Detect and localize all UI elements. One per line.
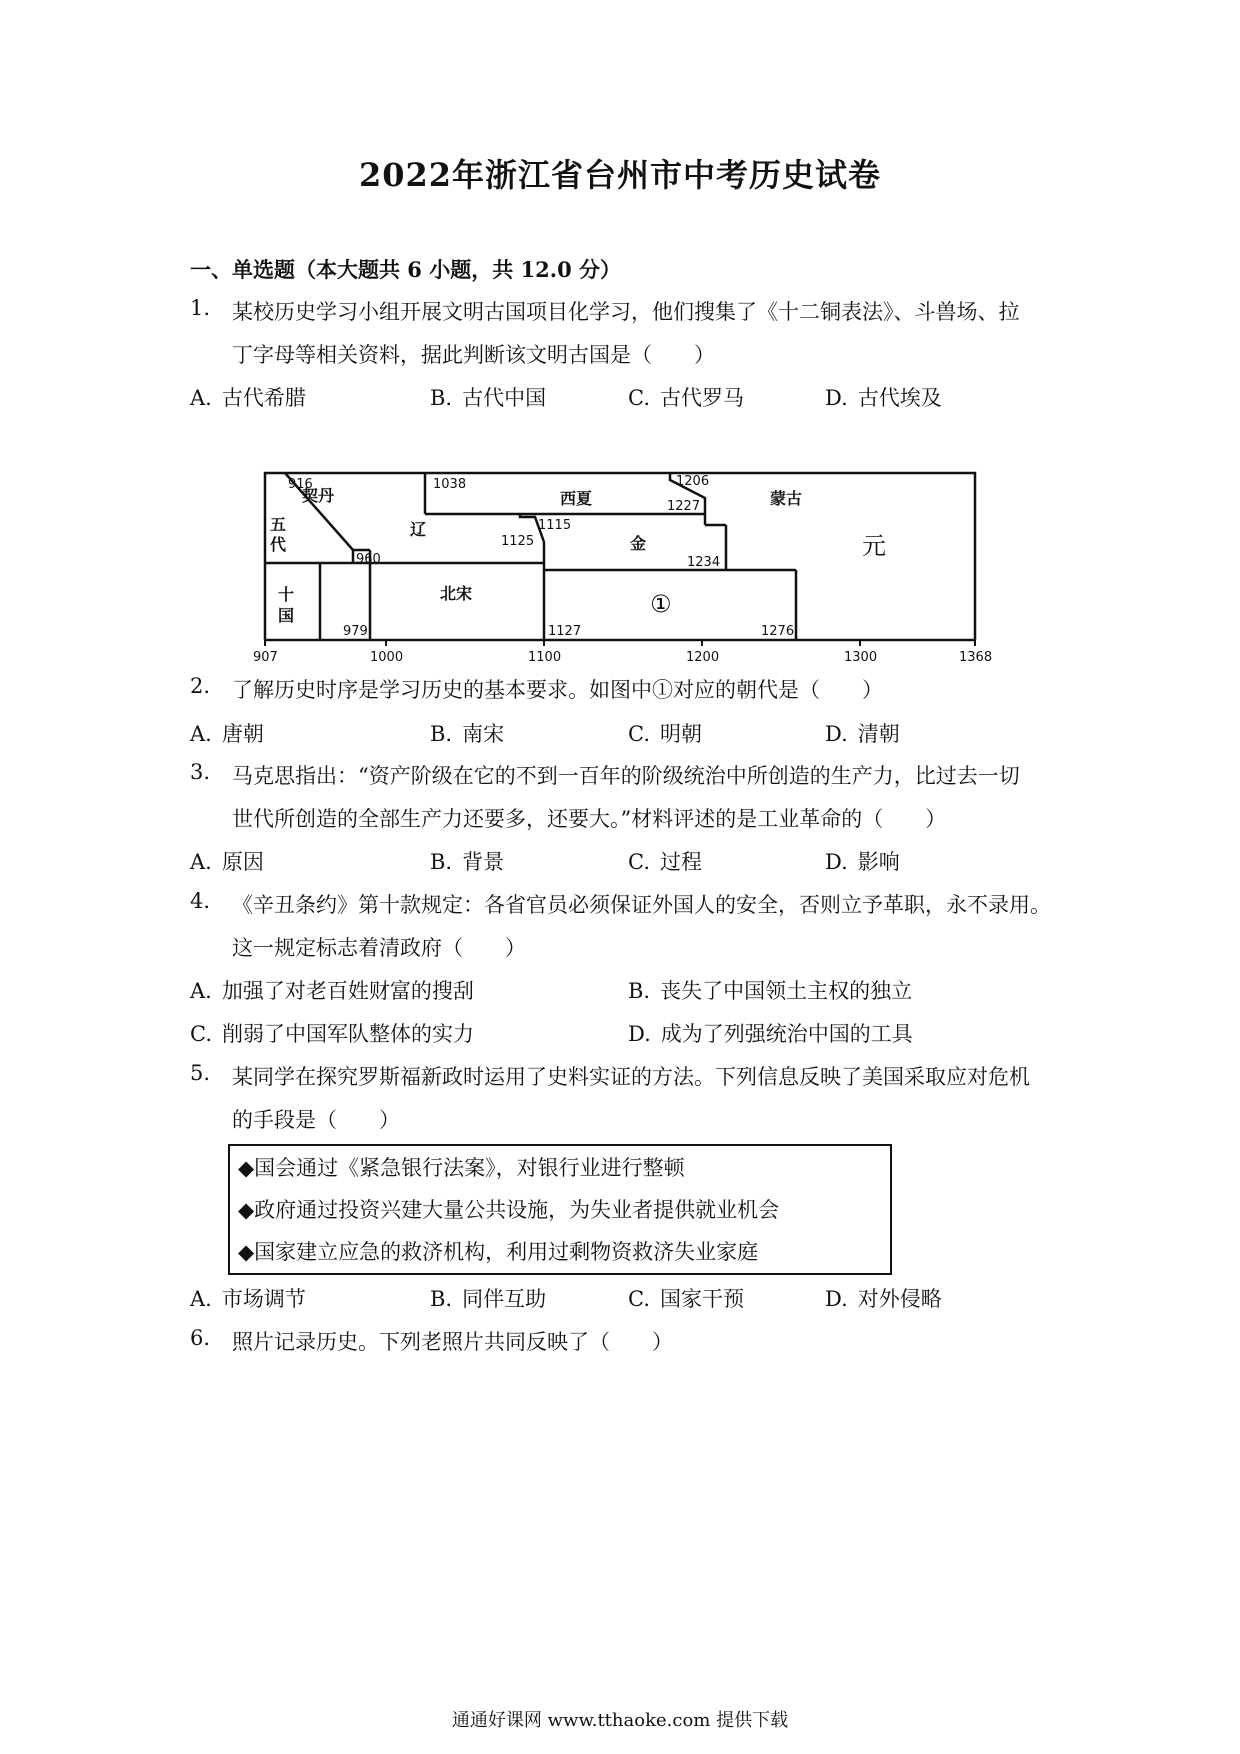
question-2-option-c: C. 明朝: [628, 722, 702, 746]
question-4-line-1: 《辛丑条约》第十款规定：各省官员必须保证外国人的安全，否则立予革职，永不录用。: [232, 893, 1051, 917]
label-liao: 辽: [410, 520, 427, 539]
year-1227: 1227: [667, 499, 701, 514]
question-3-number: 3.: [190, 760, 211, 784]
year-1038: 1038: [433, 477, 467, 492]
label-qidan: 契丹: [302, 486, 335, 505]
question-5-option-c: C. 国家干预: [628, 1287, 744, 1311]
question-1-option-d: D. 古代埃及: [825, 386, 942, 410]
question-2-option-a: A. 唐朝: [190, 722, 264, 746]
question-1-option-b: B. 古代中国: [430, 386, 547, 410]
question-3-option-b: B. 背景: [430, 850, 505, 874]
question-5-line-1: 某同学在探究罗斯福新政时运用了史料实证的方法。下列信息反映了美国采取应对危机: [232, 1065, 1030, 1089]
axis-tick-1200: 1200: [686, 650, 720, 665]
question-6-line-1: 照片记录历史。下列老照片共同反映了（ ）: [232, 1330, 673, 1354]
question-3-option-a: A. 原因: [190, 850, 264, 874]
label-circled-1: ①: [650, 590, 672, 618]
question-1-option-a: A. 古代希腊: [190, 386, 306, 410]
year-1234: 1234: [687, 555, 721, 570]
label-shiguo-2: 国: [278, 606, 295, 625]
question-5-material-box: [228, 1144, 892, 1275]
question-5-line-2: 的手段是（ ）: [232, 1108, 400, 1132]
question-3-option-c: C. 过程: [628, 850, 702, 874]
question-2-number: 2.: [190, 674, 211, 698]
material-line-1: ◆国会通过《紧急银行法案》，对银行业进行整顿: [238, 1156, 685, 1180]
axis-tick-907: 907: [253, 650, 278, 665]
label-xixia: 西夏: [560, 489, 593, 508]
question-4-option-c: C. 削弱了中国军队整体的实力: [190, 1022, 474, 1046]
year-1115: 1115: [538, 518, 572, 533]
question-1-line-1: 某校历史学习小组开展文明古国项目化学习，他们搜集了《十二铜表法》、斗兽场、拉: [232, 300, 1020, 324]
material-line-2: ◆政府通过投资兴建大量公共设施，为失业者提供就业机会: [238, 1198, 780, 1222]
question-5-option-a: A. 市场调节: [190, 1287, 306, 1311]
axis-tick-1000: 1000: [370, 650, 404, 665]
axis-tick-1368: 1368: [959, 650, 993, 665]
section-heading: 一、单选题（本大题共 6 小题，共 12.0 分）: [190, 257, 622, 282]
year-1127: 1127: [548, 624, 582, 639]
axis-tick-1100: 1100: [528, 650, 562, 665]
year-960: 960: [356, 552, 381, 567]
question-1-number: 1.: [190, 296, 211, 320]
year-1276: 1276: [761, 624, 795, 639]
label-beisong: 北宋: [440, 584, 473, 603]
question-4-option-a: A. 加强了对老百姓财富的搜刮: [190, 979, 474, 1003]
page-title: 2022年浙江省台州市中考历史试卷: [358, 156, 882, 194]
year-1206: 1206: [676, 474, 710, 489]
label-wudai-1: 五: [270, 515, 287, 534]
question-6-number: 6.: [190, 1326, 211, 1350]
question-1-option-c: C. 古代罗马: [628, 386, 744, 410]
page-footer: 通通好课网 www.tthaoke.com 提供下载: [451, 1710, 789, 1731]
label-shiguo-1: 十: [278, 585, 295, 604]
question-4-number: 4.: [190, 889, 211, 913]
question-4-option-b: B. 丧失了中国领土主权的独立: [628, 979, 913, 1003]
label-menggu: 蒙古: [770, 489, 803, 508]
question-3-option-d: D. 影响: [825, 850, 900, 874]
axis-tick-1300: 1300: [844, 650, 878, 665]
question-3-line-2: 世代所创造的全部生产力还要多，还要大。”材料评述的是工业革命的（ ）: [232, 807, 947, 831]
question-1-line-2: 丁字母等相关资料，据此判断该文明古国是（ ）: [232, 343, 715, 367]
year-979: 979: [343, 624, 368, 639]
question-2-line-1: 了解历史时序是学习历史的基本要求。如图中①对应的朝代是（ ）: [232, 678, 883, 702]
question-5-option-b: B. 同伴互助: [430, 1287, 547, 1311]
question-2-option-b: B. 南宋: [430, 722, 505, 746]
question-4-line-2: 这一规定标志着清政府（ ）: [232, 936, 526, 960]
year-1125: 1125: [501, 534, 535, 549]
dynasty-timeline-figure: [250, 462, 1010, 672]
year-916: 916: [288, 477, 313, 492]
question-5-option-d: D. 对外侵略: [825, 1287, 942, 1311]
label-jin: 金: [630, 534, 647, 553]
question-4-option-d: D. 成为了列强统治中国的工具: [628, 1022, 913, 1046]
label-yuan: 元: [862, 532, 886, 560]
material-line-3: ◆国家建立应急的救济机构，利用过剩物资救济失业家庭: [238, 1240, 759, 1264]
question-2-option-d: D. 清朝: [825, 722, 900, 746]
label-wudai-2: 代: [270, 535, 287, 554]
question-3-line-1: 马克思指出：“资产阶级在它的不到一百年的阶级统治中所创造的生产力，比过去一切: [232, 764, 1020, 788]
question-5-number: 5.: [190, 1061, 211, 1085]
